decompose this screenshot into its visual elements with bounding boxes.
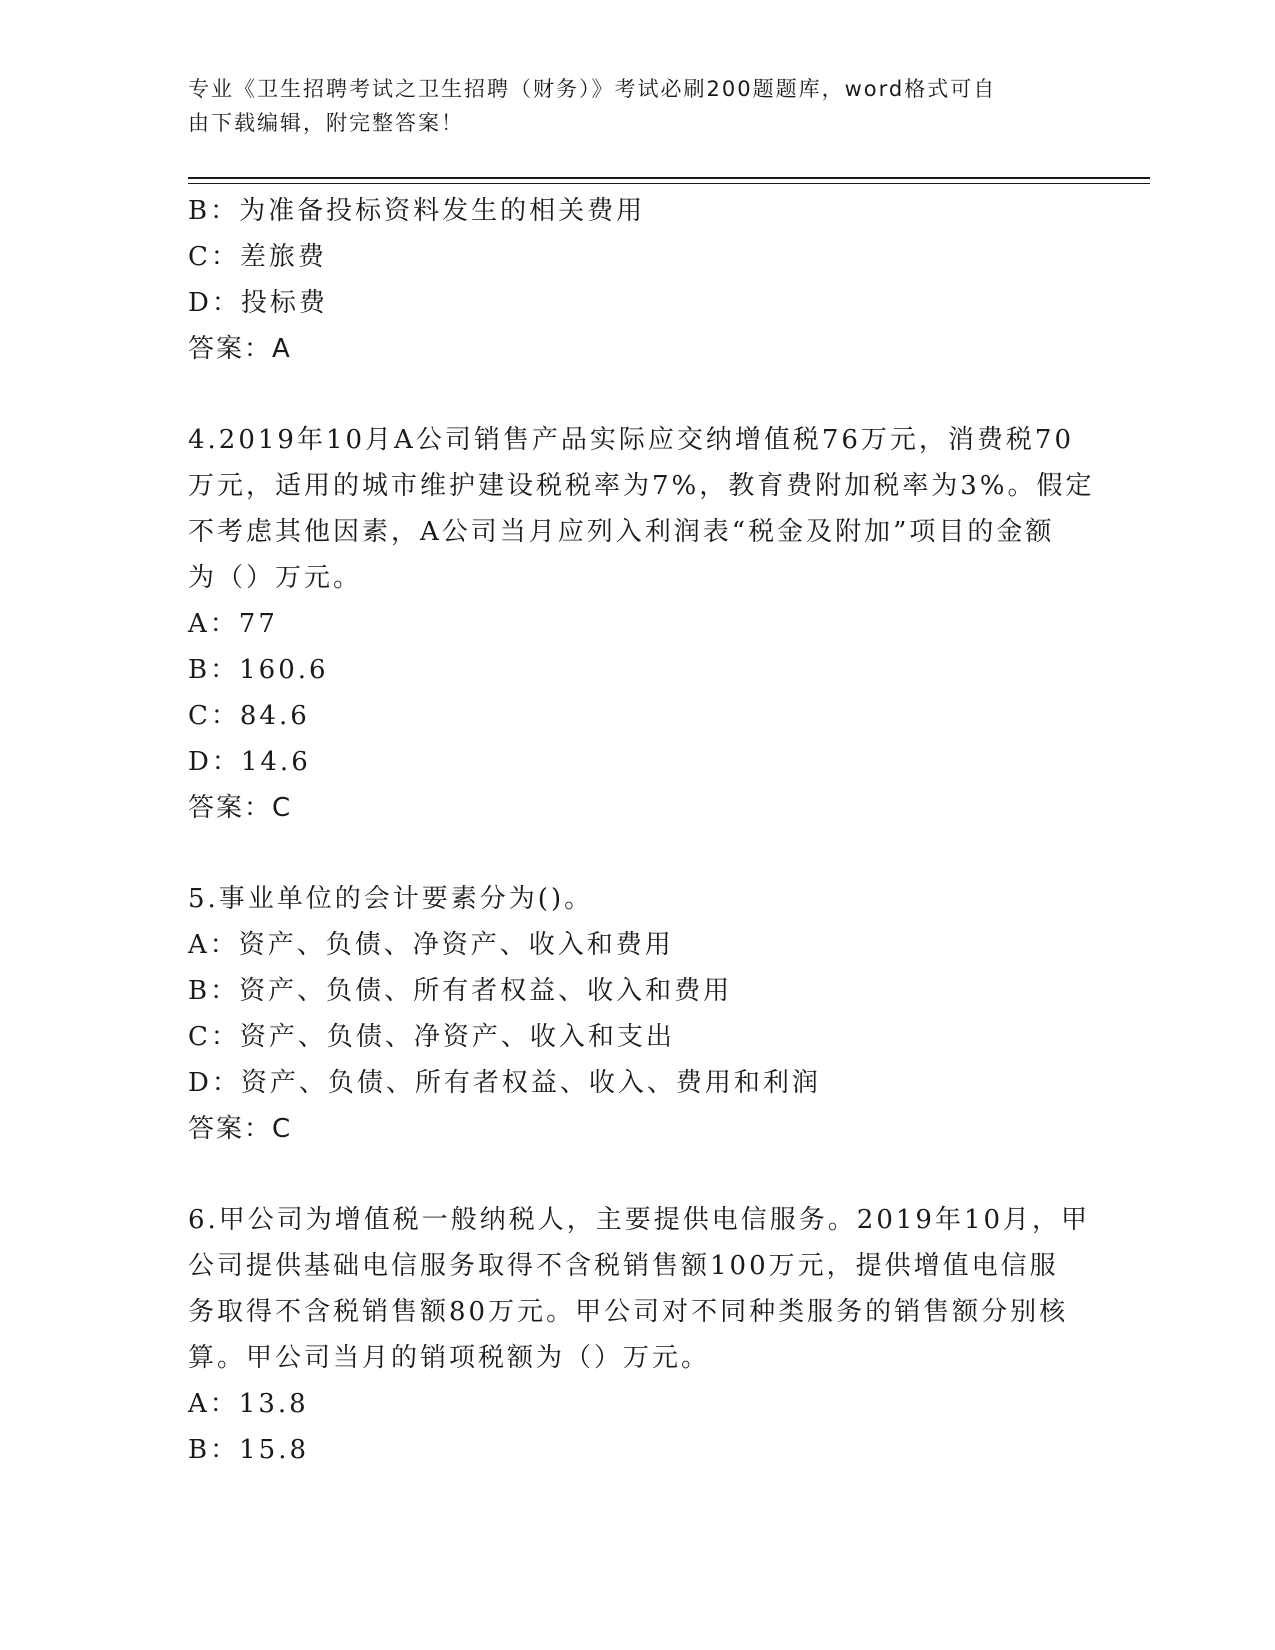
- question-4: [188, 417, 1095, 831]
- question-stem-line: 6.甲公司为增值税一般纳税人，主要提供电信服务。2019年10月，甲: [188, 1205, 1091, 1235]
- question-stem-line: 不考虑其他因素，A公司当月应列入利润表“税金及附加”项目的金额: [188, 517, 1055, 547]
- question-3: [188, 188, 1088, 372]
- option-d: D：14.6: [188, 747, 311, 777]
- option-a: A：77: [188, 609, 278, 639]
- spacer: [188, 1152, 1088, 1197]
- option-d: D：投标费: [188, 288, 328, 318]
- option-b: B：15.8: [188, 1435, 309, 1465]
- option-c: C：84.6: [188, 701, 310, 731]
- question-stem-line: 5.事业单位的会计要素分为()。: [188, 884, 594, 914]
- question-stem-line: 务取得不含税销售额80万元。甲公司对不同种类服务的销售额分别核: [188, 1297, 1069, 1327]
- option-a: A：13.8: [188, 1389, 309, 1419]
- question-stem-line: 为（）万元。: [188, 563, 363, 593]
- spacer: [188, 831, 1088, 876]
- question-stem-line: 公司提供基础电信服务取得不含税销售额100万元，提供增值电信服: [188, 1251, 1059, 1281]
- option-a: A：资产、负债、净资产、收入和费用: [188, 930, 674, 960]
- header-divider-thin: [188, 183, 1150, 184]
- header-divider-thick: [188, 177, 1150, 179]
- spacer: [188, 372, 1088, 417]
- header-line-1: 专业《卫生招聘考试之卫生招聘（财务）》考试必刷200题题库，word格式可自: [188, 77, 997, 101]
- question-stem-line: 4.2019年10月A公司销售产品实际应交纳增值税76万元，消费税70: [188, 425, 1075, 455]
- answer: 答案：C: [188, 1114, 293, 1144]
- answer: 答案：A: [188, 334, 292, 364]
- header-line-2: 由下载编辑，附完整答案！: [188, 111, 464, 135]
- document-header: [188, 72, 1068, 140]
- question-stem-line: 万元，适用的城市维护建设税税率为7%，教育费附加税率为3%。假定: [188, 471, 1095, 501]
- question-list: [188, 188, 1095, 1473]
- question-6: [188, 1197, 1091, 1473]
- option-b: B：160.6: [188, 655, 329, 685]
- option-c: C：资产、负债、净资产、收入和支出: [188, 1022, 675, 1052]
- option-b: B：资产、负债、所有者权益、收入和费用: [188, 976, 733, 1006]
- question-stem-line: 算。甲公司当月的销项税额为（）万元。: [188, 1343, 711, 1373]
- option-c: C：差旅费: [188, 242, 327, 272]
- option-b: B：为准备投标资料发生的相关费用: [188, 196, 646, 226]
- option-d: D：资产、负债、所有者权益、收入、费用和利润: [188, 1068, 821, 1098]
- answer: 答案：C: [188, 793, 293, 823]
- question-5: [188, 876, 1088, 1152]
